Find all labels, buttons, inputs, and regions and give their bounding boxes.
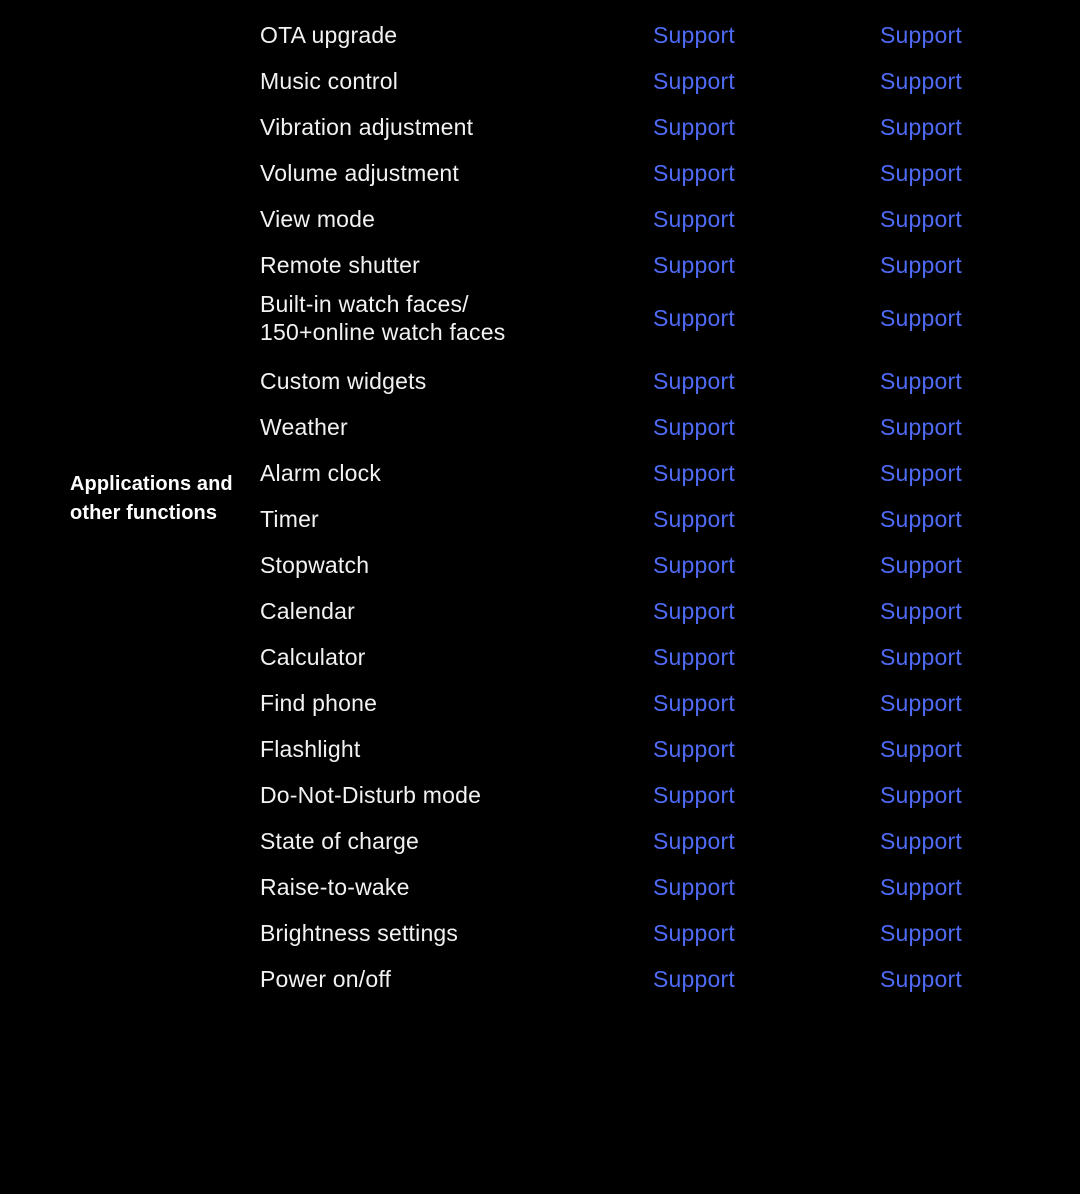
table-row <box>0 496 1080 542</box>
feature-name: View mode <box>260 206 376 232</box>
support-value-model-2: Support <box>880 21 962 48</box>
table-row <box>0 588 1080 634</box>
group-label: Applications and other functions <box>70 473 233 524</box>
feature-name: Calendar <box>260 598 355 624</box>
table-row <box>0 196 1080 242</box>
support-value-model-1: Support <box>653 205 735 232</box>
feature-name: Brightness settings <box>260 920 459 946</box>
support-value-model-1: Support <box>653 965 735 992</box>
support-value-model-2: Support <box>880 205 962 232</box>
feature-name: Weather <box>260 414 348 440</box>
support-value-model-2: Support <box>880 159 962 186</box>
support-value-model-1: Support <box>653 643 735 670</box>
feature-name: Remote shutter <box>260 252 421 278</box>
support-value-model-2: Support <box>880 781 962 808</box>
support-value-model-2: Support <box>880 413 962 440</box>
support-value-model-1: Support <box>653 551 735 578</box>
feature-name: Built-in watch faces/ 150+online watch faces <box>260 291 506 345</box>
support-value-model-1: Support <box>653 505 735 532</box>
support-value-model-1: Support <box>653 367 735 394</box>
feature-name: Stopwatch <box>260 552 370 578</box>
table-row <box>0 150 1080 196</box>
support-value-model-1: Support <box>653 919 735 946</box>
table-row <box>0 450 1080 496</box>
support-value-model-2: Support <box>880 689 962 716</box>
table-row <box>0 288 1080 348</box>
table-row <box>0 242 1080 288</box>
table-row <box>0 680 1080 726</box>
table-row <box>0 104 1080 150</box>
support-value-model-2: Support <box>880 251 962 278</box>
table-row <box>0 818 1080 864</box>
table-row <box>0 542 1080 588</box>
feature-name: Flashlight <box>260 736 361 762</box>
support-value-model-1: Support <box>653 159 735 186</box>
support-value-model-2: Support <box>880 551 962 578</box>
support-value-model-2: Support <box>880 113 962 140</box>
support-value-model-2: Support <box>880 643 962 670</box>
feature-name: Do-Not-Disturb mode <box>260 782 482 808</box>
support-value-model-2: Support <box>880 735 962 762</box>
table-row <box>0 864 1080 910</box>
support-value-model-2: Support <box>880 597 962 624</box>
support-value-model-1: Support <box>653 781 735 808</box>
support-value-model-1: Support <box>653 459 735 486</box>
feature-name: Volume adjustment <box>260 160 460 186</box>
feature-name: State of charge <box>260 828 419 854</box>
support-value-model-1: Support <box>653 251 735 278</box>
table-row <box>0 956 1080 1002</box>
support-value-model-2: Support <box>880 965 962 992</box>
table-row <box>0 404 1080 450</box>
support-value-model-1: Support <box>653 21 735 48</box>
table-row <box>0 910 1080 956</box>
support-value-model-2: Support <box>880 505 962 532</box>
support-value-model-2: Support <box>880 919 962 946</box>
feature-name: Alarm clock <box>260 460 382 486</box>
table-row <box>0 58 1080 104</box>
support-value-model-2: Support <box>880 67 962 94</box>
table-row <box>0 358 1080 404</box>
feature-name: Find phone <box>260 690 378 716</box>
support-value-model-2: Support <box>880 827 962 854</box>
feature-name: Power on/off <box>260 966 392 992</box>
feature-name: Raise-to-wake <box>260 874 410 900</box>
support-value-model-1: Support <box>653 873 735 900</box>
feature-name: Vibration adjustment <box>260 114 474 140</box>
table-row <box>0 634 1080 680</box>
support-value-model-2: Support <box>880 304 962 331</box>
support-value-model-1: Support <box>653 827 735 854</box>
support-value-model-2: Support <box>880 873 962 900</box>
feature-name: Music control <box>260 68 399 94</box>
support-value-model-2: Support <box>880 367 962 394</box>
support-value-model-1: Support <box>653 113 735 140</box>
feature-name: Custom widgets <box>260 368 427 394</box>
support-value-model-1: Support <box>653 67 735 94</box>
table-row <box>0 12 1080 58</box>
support-value-model-1: Support <box>653 597 735 624</box>
support-value-model-1: Support <box>653 689 735 716</box>
support-value-model-1: Support <box>653 735 735 762</box>
support-value-model-1: Support <box>653 304 735 331</box>
table-row <box>0 772 1080 818</box>
feature-name: OTA upgrade <box>260 22 398 48</box>
support-value-model-2: Support <box>880 459 962 486</box>
feature-name: Timer <box>260 506 319 532</box>
feature-name: Calculator <box>260 644 366 670</box>
support-value-model-1: Support <box>653 413 735 440</box>
table-row <box>0 726 1080 772</box>
